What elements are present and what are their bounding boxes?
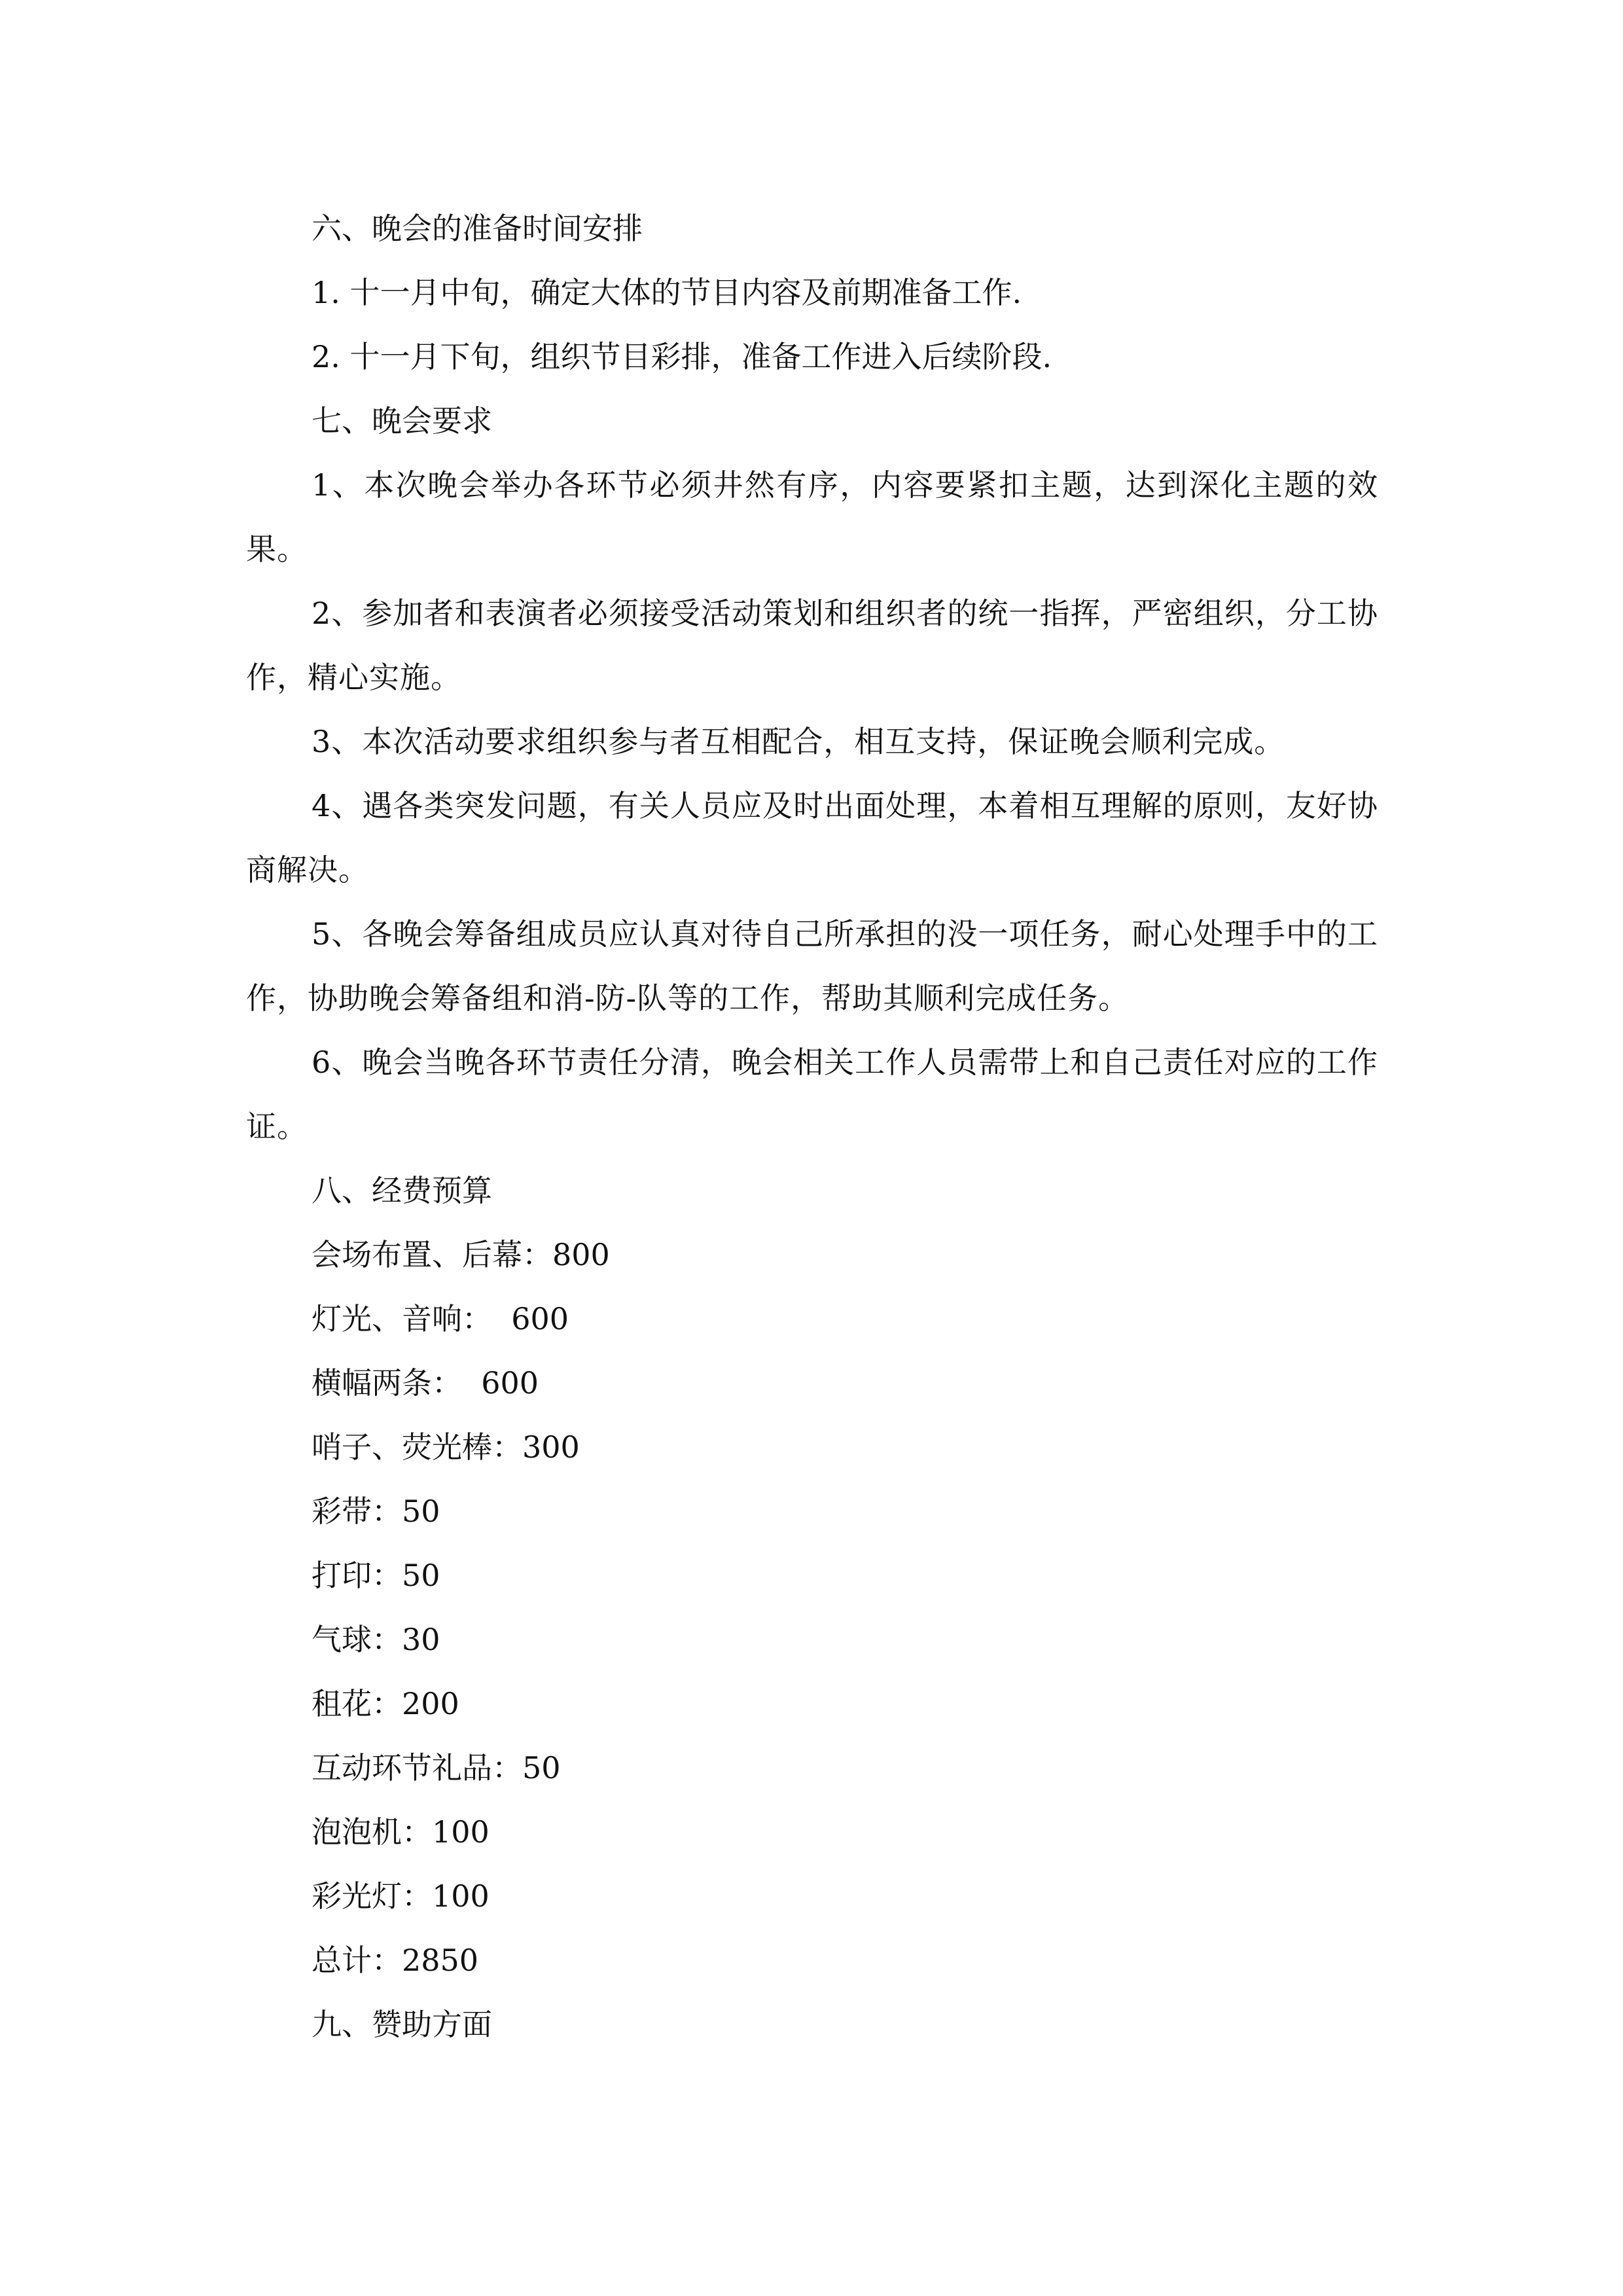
section-heading-7: 七、晚会要求 [312, 403, 492, 439]
requirement-item-4: 4、遇各类突发问题，有关人员应及时出面处理，本着相互理解的原则，友好协商解决。 [246, 788, 1378, 888]
budget-item-bubble-machine: 泡泡机：100 [312, 1814, 490, 1850]
section-heading-9: 九、赞助方面 [312, 2007, 492, 2042]
budget-item-whistles: 哨子、荧光棒：300 [312, 1429, 580, 1465]
requirement-item-5: 5、各晚会筹备组成员应认真对待自己所承担的没一项任务，耐心处理手中的工作，协助晚会筹备组和消-防-队等的工作，帮助其顺利完成任务。 [246, 916, 1378, 1016]
budget-item-balloons: 气球：30 [312, 1622, 440, 1657]
schedule-item-1: 1. 十一月中旬，确定大体的节目内容及前期准备工作. [312, 275, 1022, 310]
budget-total: 总计：2850 [312, 1943, 479, 1978]
budget-item-flowers: 租花：200 [312, 1686, 459, 1721]
budget-item-banners: 横幅两条： 600 [312, 1365, 539, 1401]
requirement-item-2: 2、参加者和表演者必须接受活动策划和组织者的统一指挥，严密组织，分工协作，精心实施。 [246, 596, 1378, 695]
section-heading-8: 八、经费预算 [312, 1173, 492, 1208]
requirement-item-1: 1、本次晚会举办各环节必须井然有序，内容要紧扣主题，达到深化主题的效果。 [246, 467, 1378, 567]
budget-item-ribbons: 彩带：50 [312, 1494, 440, 1529]
requirement-item-6: 6、晚会当晚各环节责任分清，晚会相关工作人员需带上和自己责任对应的工作证。 [246, 1045, 1378, 1144]
budget-item-venue: 会场布置、后幕：800 [312, 1237, 610, 1272]
budget-item-gifts: 互动环节礼品：50 [312, 1750, 561, 1785]
schedule-item-2: 2. 十一月下旬，组织节目彩排，准备工作进入后续阶段. [312, 339, 1052, 374]
budget-item-colored-lights: 彩光灯：100 [312, 1878, 490, 1914]
requirement-item-3: 3、本次活动要求组织参与者互相配合，相互支持，保证晚会顺利完成。 [312, 724, 1285, 759]
budget-item-lighting: 灯光、音响： 600 [312, 1301, 569, 1336]
budget-item-printing: 打印：50 [312, 1558, 440, 1593]
document-body [246, 196, 1378, 2056]
section-heading-6: 六、晚会的准备时间安排 [312, 211, 643, 246]
